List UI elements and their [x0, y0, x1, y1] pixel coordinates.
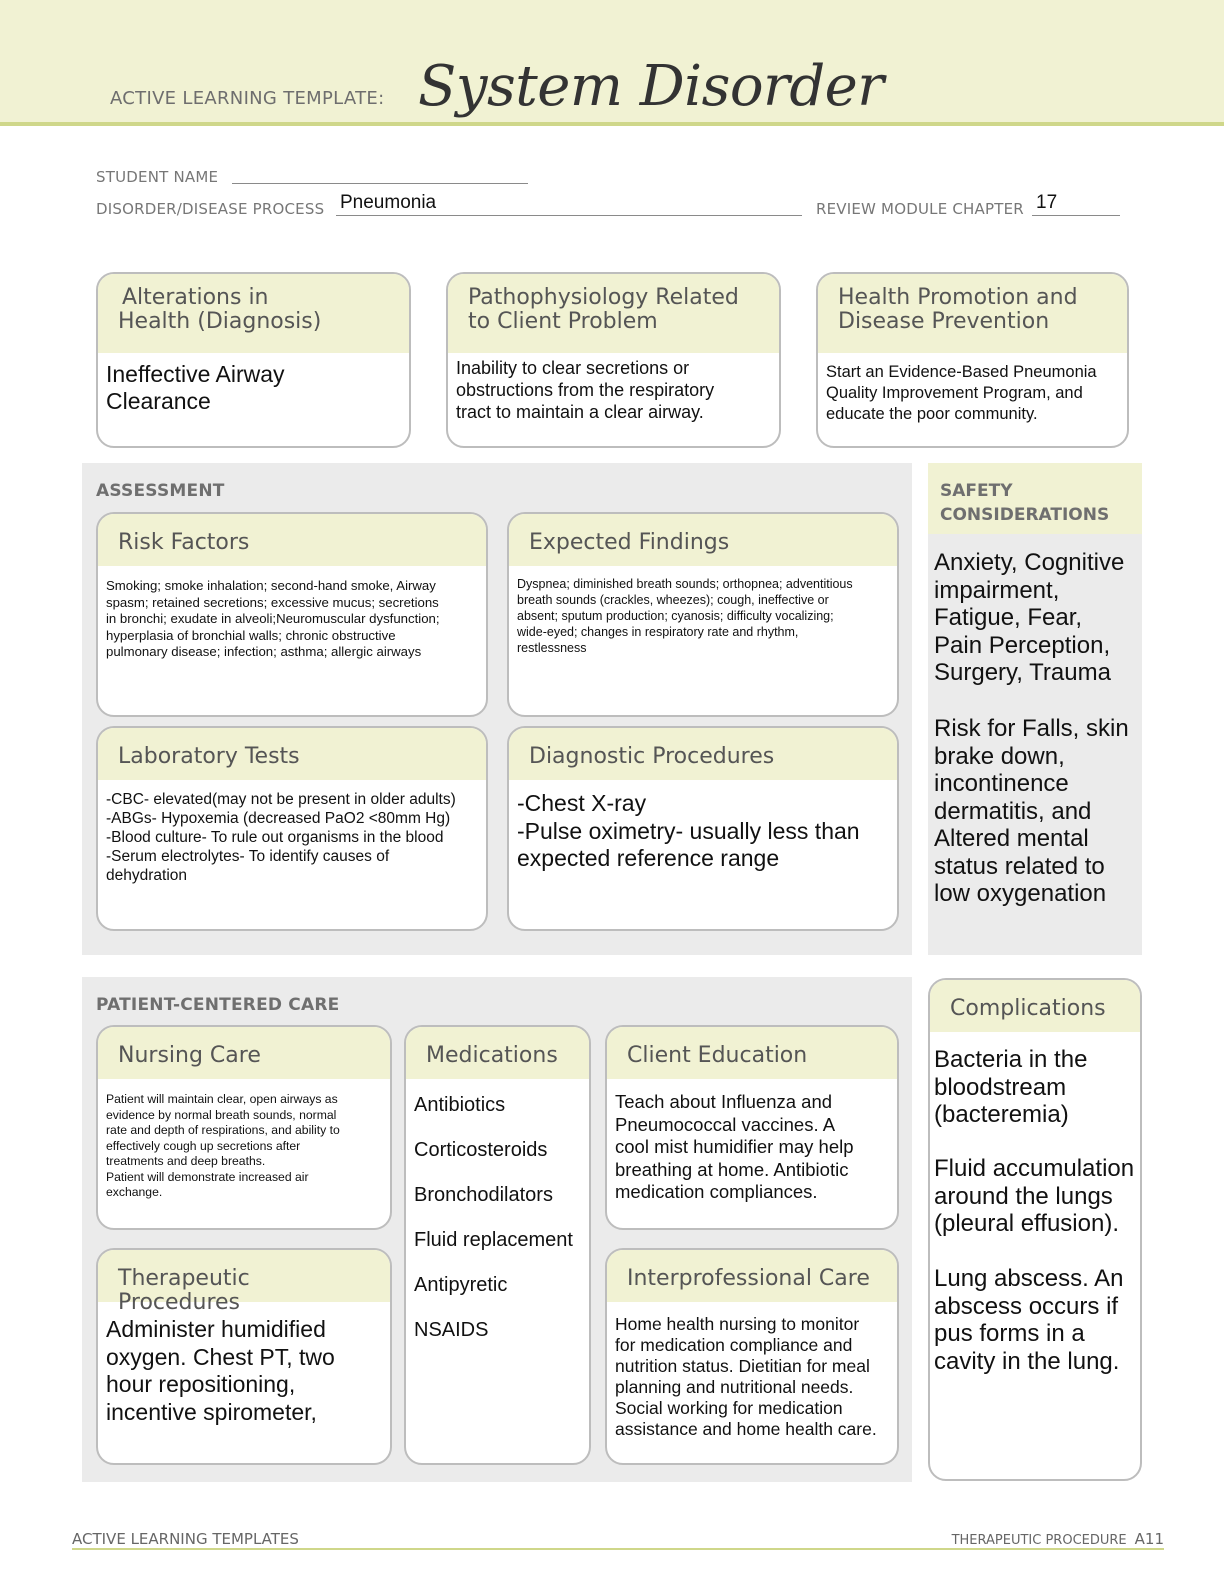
alterations-text: Ineffective Airway Clearance — [106, 361, 285, 414]
diagnostic-procedures-heading: Diagnostic Procedures — [509, 728, 897, 780]
footer-section-label: THERAPEUTIC PROCEDURE — [951, 1533, 1127, 1548]
pathophysiology-heading — [448, 274, 779, 353]
medication-item: Antibiotics — [414, 1094, 506, 1116]
pathophysiology-card — [446, 272, 781, 448]
student-name-label: STUDENT NAME — [96, 168, 219, 186]
medications-heading: Medications — [406, 1027, 589, 1079]
therapeutic-procedures-text: Administer humidified oxygen. Chest PT, two hour repositioning, incentive spirometer, — [106, 1316, 335, 1425]
alterations-heading — [98, 274, 409, 353]
interprofessional-care-card — [605, 1248, 899, 1465]
client-education-text: Teach about Influenza and Pneumococcal vaccines. A cool mist humidifier may help breathing at home. Antibiotic medication compliances. — [615, 1091, 854, 1202]
health-promotion-text: Start an Evidence-Based Pneumonia Quality Improvement Program, and educate the poor community. — [826, 363, 1097, 423]
assessment-label: ASSESSMENT — [96, 481, 225, 501]
health-promotion-title-line1: Health Promotion and — [838, 285, 1078, 310]
expected-findings-text: Dyspnea; diminished breath sounds; orthopnea; adventitious breath sounds (crackles, wheezes); cough, ineffective or absent; sputum production; cyanosis; difficulty vocalizing; wide-eyed; changes in respiratory rate and rhythm, restlessness — [517, 577, 853, 655]
medication-item: NSAIDS — [414, 1319, 489, 1341]
risk-factors-heading: Risk Factors — [98, 514, 486, 566]
expected-findings-card — [507, 512, 899, 717]
template-label: ACTIVE LEARNING TEMPLATE: — [110, 88, 385, 109]
pathophysiology-title-line1: Pathophysiology Related — [468, 285, 739, 310]
disorder-label: DISORDER/DISEASE PROCESS — [96, 200, 325, 218]
medication-item: Fluid replacement — [414, 1229, 573, 1251]
footer-right — [952, 1530, 1164, 1548]
laboratory-tests-card — [96, 726, 488, 931]
pathophysiology-title-line2: to Client Problem — [468, 309, 658, 334]
medications-list — [406, 1079, 589, 1369]
expected-findings-heading: Expected Findings — [509, 514, 897, 566]
risk-factors-card — [96, 512, 488, 717]
diagnostic-procedures-card — [507, 726, 899, 931]
laboratory-tests-heading: Laboratory Tests — [98, 728, 486, 780]
student-name-field[interactable] — [232, 183, 528, 184]
nursing-care-text: Patient will maintain clear, open airways as evidence by normal breath sounds, normal rate and depth of respirations, and ability to effectively cough up secretions after treatments and deep breaths. Patient will demonstrate increased air exchange. — [106, 1092, 340, 1199]
page-number: A11 — [1134, 1530, 1164, 1548]
health-promotion-title-line2: Disease Prevention — [838, 309, 1050, 334]
therapeutic-procedures-heading: Therapeutic Procedures — [98, 1250, 390, 1302]
safety-title-line2: CONSIDERATIONS — [940, 505, 1110, 525]
diagnostic-procedures-text: -Chest X-ray -Pulse oximetry- usually less than expected reference range — [517, 790, 860, 871]
disorder-field[interactable] — [336, 215, 802, 216]
footer-divider — [72, 1548, 1164, 1550]
chapter-field[interactable] — [1032, 215, 1120, 216]
complications-heading: Complications — [930, 980, 1140, 1032]
header-band — [0, 0, 1224, 126]
safety-heading — [928, 463, 1142, 534]
chapter-label: REVIEW MODULE CHAPTER — [816, 200, 1024, 218]
nursing-care-card — [96, 1025, 392, 1230]
client-education-card — [605, 1025, 899, 1230]
laboratory-tests-text: -CBC- elevated(may not be present in older adults) -ABGs- Hypoxemia (decreased PaO2 <80mm Hg) -Blood culture- To rule out organisms in the blood -Serum electrolytes- To identify causes of dehydration — [106, 791, 456, 884]
medication-item: Corticosteroids — [414, 1139, 548, 1161]
medication-item: Antipyretic — [414, 1274, 508, 1296]
interprofessional-care-heading: Interprofessional Care — [607, 1250, 897, 1302]
health-promotion-card — [816, 272, 1129, 448]
footer-left-label: ACTIVE LEARNING TEMPLATES — [72, 1530, 299, 1548]
therapeutic-procedures-card — [96, 1248, 392, 1465]
medication-item: Bronchodilators — [414, 1184, 553, 1206]
medications-card — [404, 1025, 591, 1465]
interprofessional-care-text: Home health nursing to monitor for medication compliance and nutrition status. Dietitian for meal planning and nutritional needs. Social working for medication assistance and home health care. — [615, 1314, 877, 1439]
risk-factors-text: Smoking; smoke inhalation; second-hand smoke, Airway spasm; retained secretions; excessive mucus; secretions in bronchi; exudate in alveoli;Neuromuscular dysfunction; hyperplasia of bronchial walls; chronic obstructive pulmonary disease; infection; asthma; allergic airways — [106, 578, 440, 659]
pathophysiology-text: Inability to clear secretions or obstructions from the respiratory tract to maintain a clear airway. — [456, 358, 715, 422]
safety-text-2: Risk for Falls, skin brake down, incontinence dermatitis, and Altered mental status related to low oxygenation — [934, 715, 1129, 907]
nursing-care-heading: Nursing Care — [98, 1027, 390, 1079]
alterations-title-line2: Health (Diagnosis) — [118, 309, 322, 334]
disorder-value: Pneumonia — [340, 192, 437, 213]
safety-title-line1: SAFETY — [940, 481, 1013, 501]
complications-text-1: Bacteria in the bloodstream (bacteremia) — [934, 1046, 1088, 1128]
chapter-value: 17 — [1036, 192, 1058, 213]
patient-care-label: PATIENT-CENTERED CARE — [96, 995, 340, 1015]
page-title: System Disorder — [418, 54, 884, 119]
complications-text-3: Lung abscess. An abscess occurs if pus forms in a cavity in the lung. — [934, 1265, 1124, 1375]
alterations-title-line1: Alterations in — [122, 285, 269, 310]
client-education-heading: Client Education — [607, 1027, 897, 1079]
complications-text-2: Fluid accumulation around the lungs (pleural effusion). — [934, 1155, 1135, 1237]
safety-text-1: Anxiety, Cognitive impairment, Fatigue, Fear, Pain Perception, Surgery, Trauma — [934, 549, 1125, 686]
health-promotion-heading — [818, 274, 1127, 353]
alterations-card — [96, 272, 411, 448]
